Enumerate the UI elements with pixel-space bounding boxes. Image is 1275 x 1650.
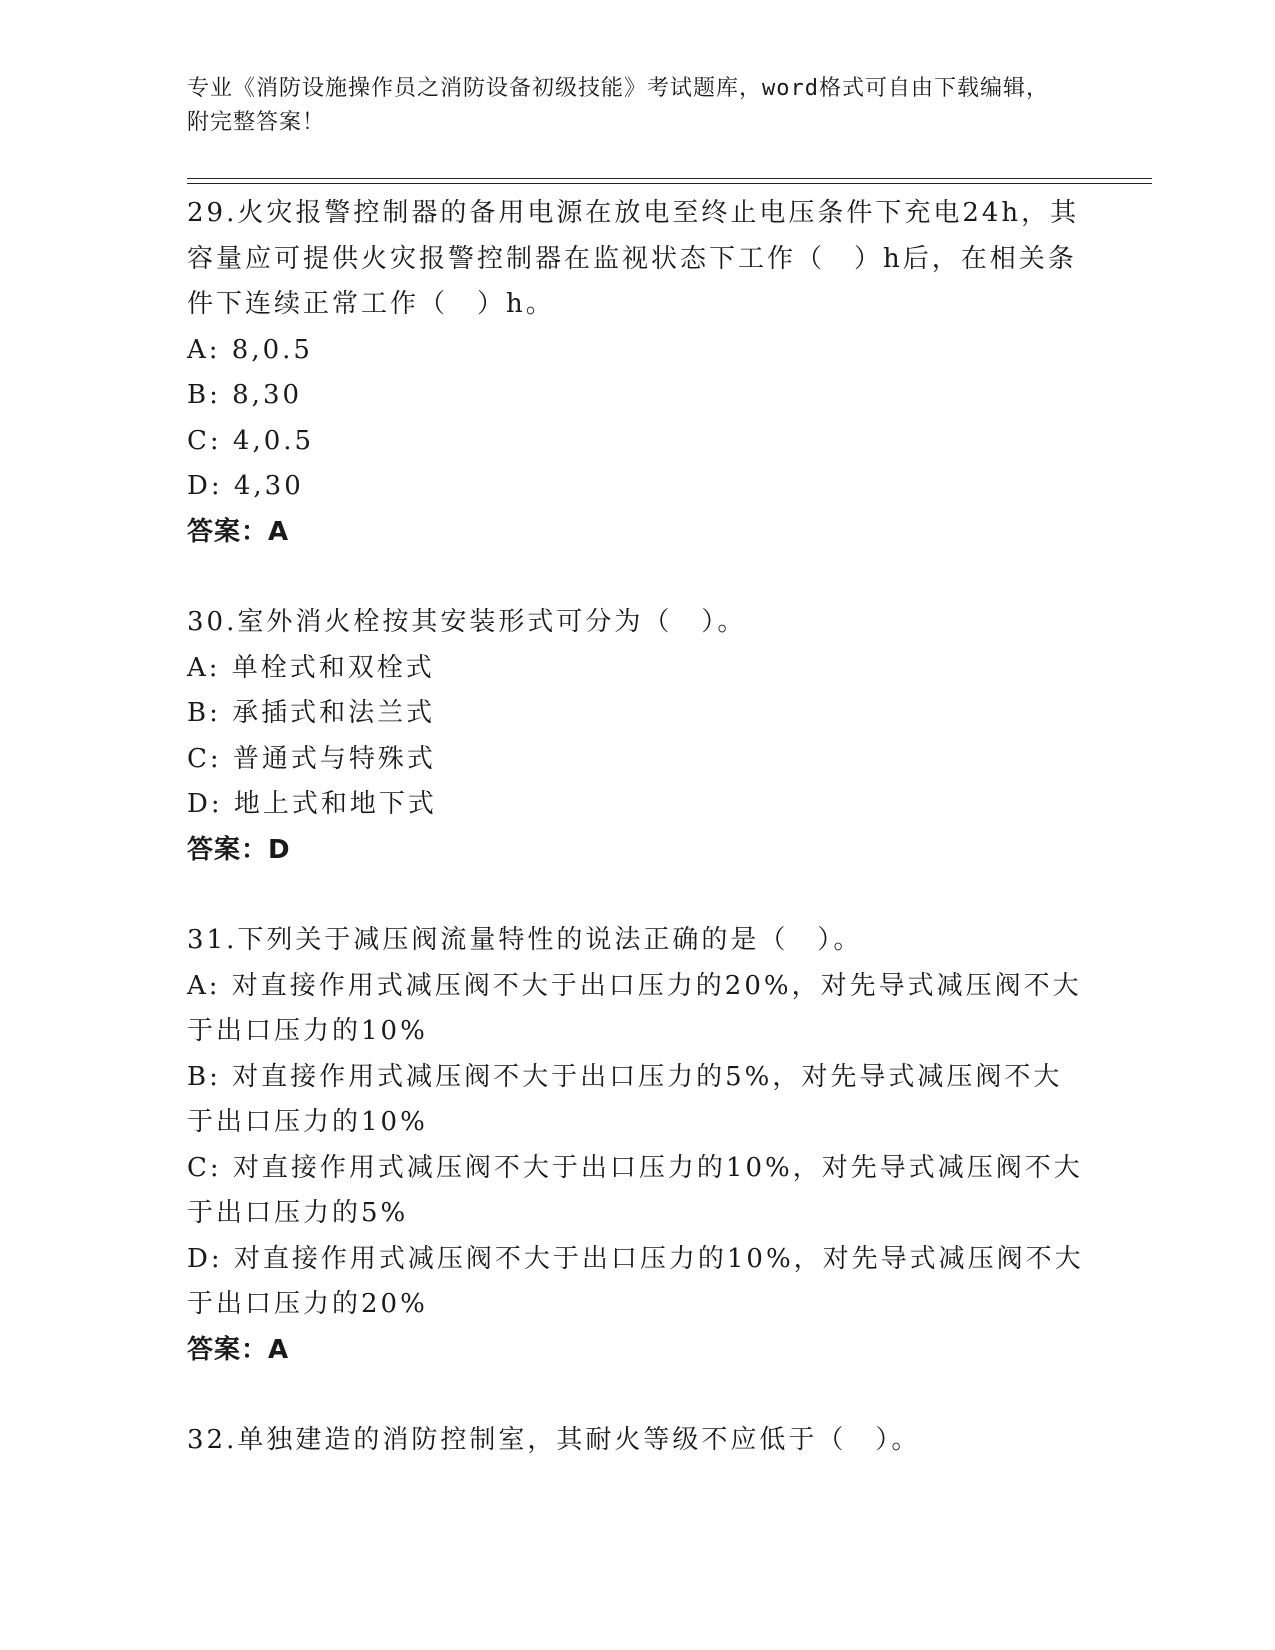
option-a: A: 单栓式和双栓式 [187, 652, 435, 683]
question-stem: 31.下列关于减压阀流量特性的说法正确的是（ ）。 [187, 925, 863, 955]
option-d: D: 对直接作用式减压阀不大于出口压力的10%，对先导式减压阀不大于出口压力的20% [187, 1243, 1084, 1319]
header-divider [187, 178, 1152, 179]
question-32 [187, 1418, 1087, 1464]
option-c: C: 对直接作用式减压阀不大于出口压力的10%，对先导式减压阀不大于出口压力的5% [187, 1152, 1083, 1228]
option-c: C: 4,0.5 [187, 425, 315, 456]
option-a: A: 8,0.5 [187, 334, 313, 365]
answer: 答案：D [187, 834, 291, 865]
question-29 [187, 191, 1087, 555]
answer: 答案：A [187, 516, 290, 547]
answer: 答案：A [187, 1334, 290, 1365]
option-b: B: 承插式和法兰式 [187, 698, 436, 728]
question-stem: 29.火灾报警控制器的备用电源在放电至终止电压条件下充电24h，其容量应可提供火灾报警控制器在监视状态下工作（ ）h后，在相关条件下连续正常工作（ ）h。 [187, 198, 1080, 319]
question-30 [187, 600, 1087, 873]
question-stem: 32.单独建造的消防控制室，其耐火等级不应低于（ ）。 [187, 1425, 921, 1455]
question-stem: 30.室外消火栓按其安装形式可分为（ ）。 [187, 607, 747, 637]
document-header: 专业《消防设施操作员之消防设备初级技能》考试题库，word格式可自由下载编辑，附完整答案！ [187, 76, 1049, 135]
option-d: D: 4,30 [187, 471, 304, 501]
option-a: A: 对直接作用式减压阀不大于出口压力的20%，对先导式减压阀不大于出口压力的10% [187, 970, 1082, 1046]
question-31 [187, 918, 1087, 1373]
option-c: C: 普通式与特殊式 [187, 743, 436, 774]
option-b: B: 8,30 [187, 380, 303, 410]
question-list [187, 191, 1087, 1509]
header-divider-double [187, 183, 1152, 184]
option-d: D: 地上式和地下式 [187, 789, 437, 819]
option-b: B: 对直接作用式减压阀不大于出口压力的5%，对先导式减压阀不大于出口压力的10% [187, 1061, 1063, 1137]
